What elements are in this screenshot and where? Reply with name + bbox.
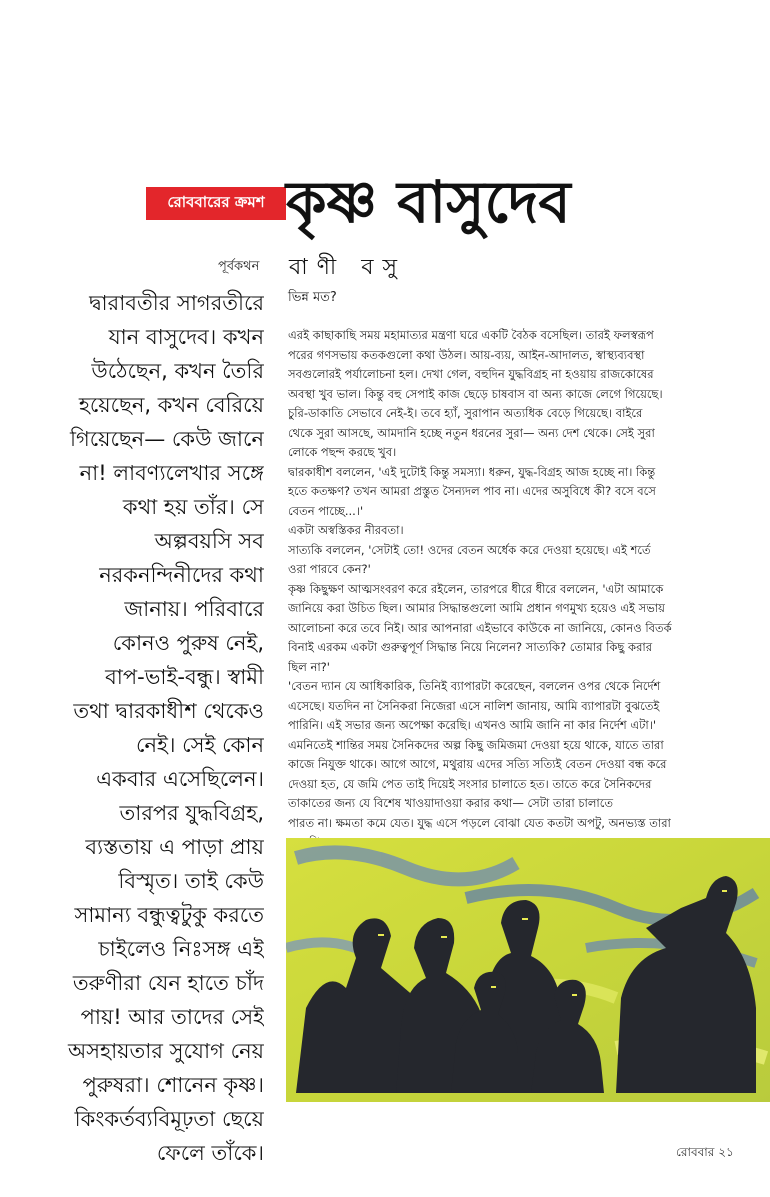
author-name: বাণী বসু (289, 255, 406, 280)
body-line: কৃষ্ণ কিছুক্ষণ আত্মসংবরণ করে রইলেন, তারপরে ধীরে ধীরে বললেন, 'এটা আমাকে (288, 581, 664, 596)
recap-line: কোনও পুরুষ নেই, (112, 631, 264, 655)
body-line: বিনাই এরকম একটা গুরুত্বপূর্ণ সিদ্ধান্ত নিয়ে নিলেন? সাত্যকি? তোমার কিছু করার (288, 640, 653, 654)
recap-line: না! লাবণ্যলেখার সঙ্গে (79, 461, 264, 485)
recap-line: চাইলেও নিঃসঙ্গ এই (98, 937, 264, 961)
recap-line: তরুণীরা যেন হাতে চাঁদ (72, 971, 264, 995)
recap-line: দ্বারাবতীর সাগরতীরে (89, 291, 264, 315)
recap-line: ব্যস্ততায় এ পাড়া প্রায় (85, 835, 264, 859)
recap-line: তারপর যুদ্ধবিগ্রহ, (119, 801, 264, 825)
recap-line: হয়েছেন, কখন বেরিয়ে (78, 393, 264, 417)
recap-line: বিস্মৃত। তাই কেউ (118, 869, 264, 893)
body-line: হতে কতক্ষণ? তখন আমরা প্রস্তুত সৈন্যদল পাব না। এদের অসুবিধে কী? বসে বসে (288, 484, 656, 498)
body-line: দ্বারকাধীশ বললেন, 'এই দুটোই কিন্তু সমস্যা। ধরুন, যুদ্ধ-বিগ্রহ আজ হচ্ছে না। কিন্তু (288, 464, 656, 479)
page-number: রোববার ২১ (676, 1145, 734, 1159)
recap-line: বাপ-ভাই-বন্ধু। স্বামী (105, 665, 264, 689)
body-line: পরের গণসভায় কতকগুলো কথা উঠল। আয়-ব্যয়, আইন-আদালত, স্বাস্থ্যব্যবস্থা (288, 347, 645, 362)
body-line: সবগুলোরই পর্যালোচনা হল। দেখা গেল, বহুদিন যুদ্ধবিগ্রহ না হওয়ায় রাজকোষের (288, 367, 654, 381)
body-line: আলোচনা করে তবে নিই। আর আপনারা এইভাবে কাউকে না জানিয়ে, কোনও বিতর্ক (288, 620, 672, 635)
body-line: এরই কাছাকাছি সময় মহামাত্যর মন্ত্রণা ঘরে একটি বৈঠক বসেছিল। তারই ফলস্বরূপ (288, 328, 654, 342)
body-line: 'বেতন দ্যান যে আধিকারিক, তিনিই ব্যাপারটা করেছেন, বললেন ওপর থেকে নির্দেশ (288, 679, 661, 693)
body-line: অবস্থা খুব ভাল। কিন্তু বহু সেপাই কাজ ছেড়ে চাষবাস বা অন্য কাজে লেগে গিয়েছে। (288, 386, 663, 401)
recap-line: ফেলে তাঁকে। (156, 1141, 264, 1165)
article-body (288, 326, 760, 872)
recap-line: যান বাসুদেব। কখন (108, 325, 264, 349)
recap-line: অসহায়তার সুযোগ নেয় (68, 1039, 264, 1063)
recap-line: নরকনন্দিনীদের কথা (99, 563, 264, 587)
body-line: একটা অস্বস্তিকর নীরবতা। (288, 523, 404, 537)
story-illustration (286, 838, 770, 1102)
body-line: বেতন পাচ্ছে...।' (288, 503, 364, 518)
series-tag (146, 187, 286, 220)
illustration-svg (286, 838, 770, 1102)
recap-line: অল্পবয়সি সব (154, 529, 264, 553)
section-subhead: ভিন্ন মত? (288, 290, 337, 305)
recap-line: একবার এসেছিলেন। (96, 767, 264, 791)
body-line: ওরা পারবে কেন?' (288, 562, 371, 576)
page-title: কৃষ্ণ বাসুদেব (286, 168, 571, 236)
body-line: ছিল না?' (288, 659, 330, 674)
recap-line: কিংকর্তব্যবিমূঢ়তা ছেয়ে (74, 1107, 264, 1131)
body-line: কাজে নিযুক্ত থাকে। আগে আগে, মথুরায় এদের সত্যি সত্যিই বেতন দেওয়া বন্ধ করে (288, 757, 667, 771)
recap-line: পুরুষরা। শোনেন কৃষ্ণ। (82, 1073, 264, 1097)
body-line: পারত না। ক্ষমতা কমে যেত। যুদ্ধ এসে পড়লে বোঝা যেত কতটা অপটু, অনভ্যস্ত তারা (288, 815, 671, 830)
recap-line: নেই। সেই কোন (136, 733, 264, 757)
body-line: জানিয়ে করা উচিত ছিল। আমার সিদ্ধান্তগুলো আমি প্রধান গণমুখ্য হয়েও এই সভায় (288, 601, 665, 615)
body-line: তাকাতের জন্য যে বিশেষ খাওয়াদাওয়া করার কথা— সেটা তারা চালাতে (288, 796, 614, 810)
recap-line: কথা হয় তাঁর। সে (122, 495, 264, 519)
recap-line: সামান্য বন্ধুত্বটুকু করতে (74, 903, 264, 927)
recap-line: জানায়। পরিবারে (124, 597, 264, 621)
body-line: এসেছে। যতদিন না সৈনিকরা নিজেরা এসে নালিশ জানায়, আমি ব্যাপারটা বুঝতেই (288, 698, 660, 713)
recap-label: পূর্বকথন (218, 259, 260, 274)
body-line: পারিনি। এই সভার জন্য অপেক্ষা করেছি। এখনও আমি জানি না কার নির্দেশ এটা।' (288, 718, 656, 732)
recap-line: গিয়েছেন— কেউ জানে (69, 427, 264, 451)
body-line: থেকে সুরা আসছে, আমদানি হচ্ছে নতুন ধরনের সুরা— অন্য দেশ থেকে। সেই সুরা (288, 425, 655, 440)
recap-line: পায়! আর তাদের সেই (80, 1005, 264, 1029)
body-line: লোকে পছন্দ করছে খুব। (288, 445, 397, 459)
body-line: চুরি-ডাকাতি সেভাবে নেই-ই। তবে হ্যাঁ, সুরাপান অত্যধিক বেড়ে গিয়েছে। বাইরে (288, 406, 643, 420)
recap-summary (0, 286, 264, 1170)
body-line: সাত্যকি বললেন, 'সেটাই তো! ওদের বেতন অর্ধেক করে দেওয়া হয়েছে। এই শর্তে (288, 542, 651, 557)
series-tag-label: রোববারের ক্রমশ (167, 193, 265, 211)
recap-line: তথা দ্বারকাধীশ থেকেও (73, 699, 264, 723)
body-line: দেওয়া হত, যে জমি পেত তাই দিয়েই সংসার চালাতে হত। তাতে করে সৈনিকদের (288, 776, 652, 791)
body-line: এমনিতেই শান্তির সময় সৈনিকদের অল্প কিছু জমিজমা দেওয়া হয়ে থাকে, যাতে তারা (288, 737, 664, 752)
recap-line: উঠেছেন, কখন তৈরি (91, 359, 264, 383)
